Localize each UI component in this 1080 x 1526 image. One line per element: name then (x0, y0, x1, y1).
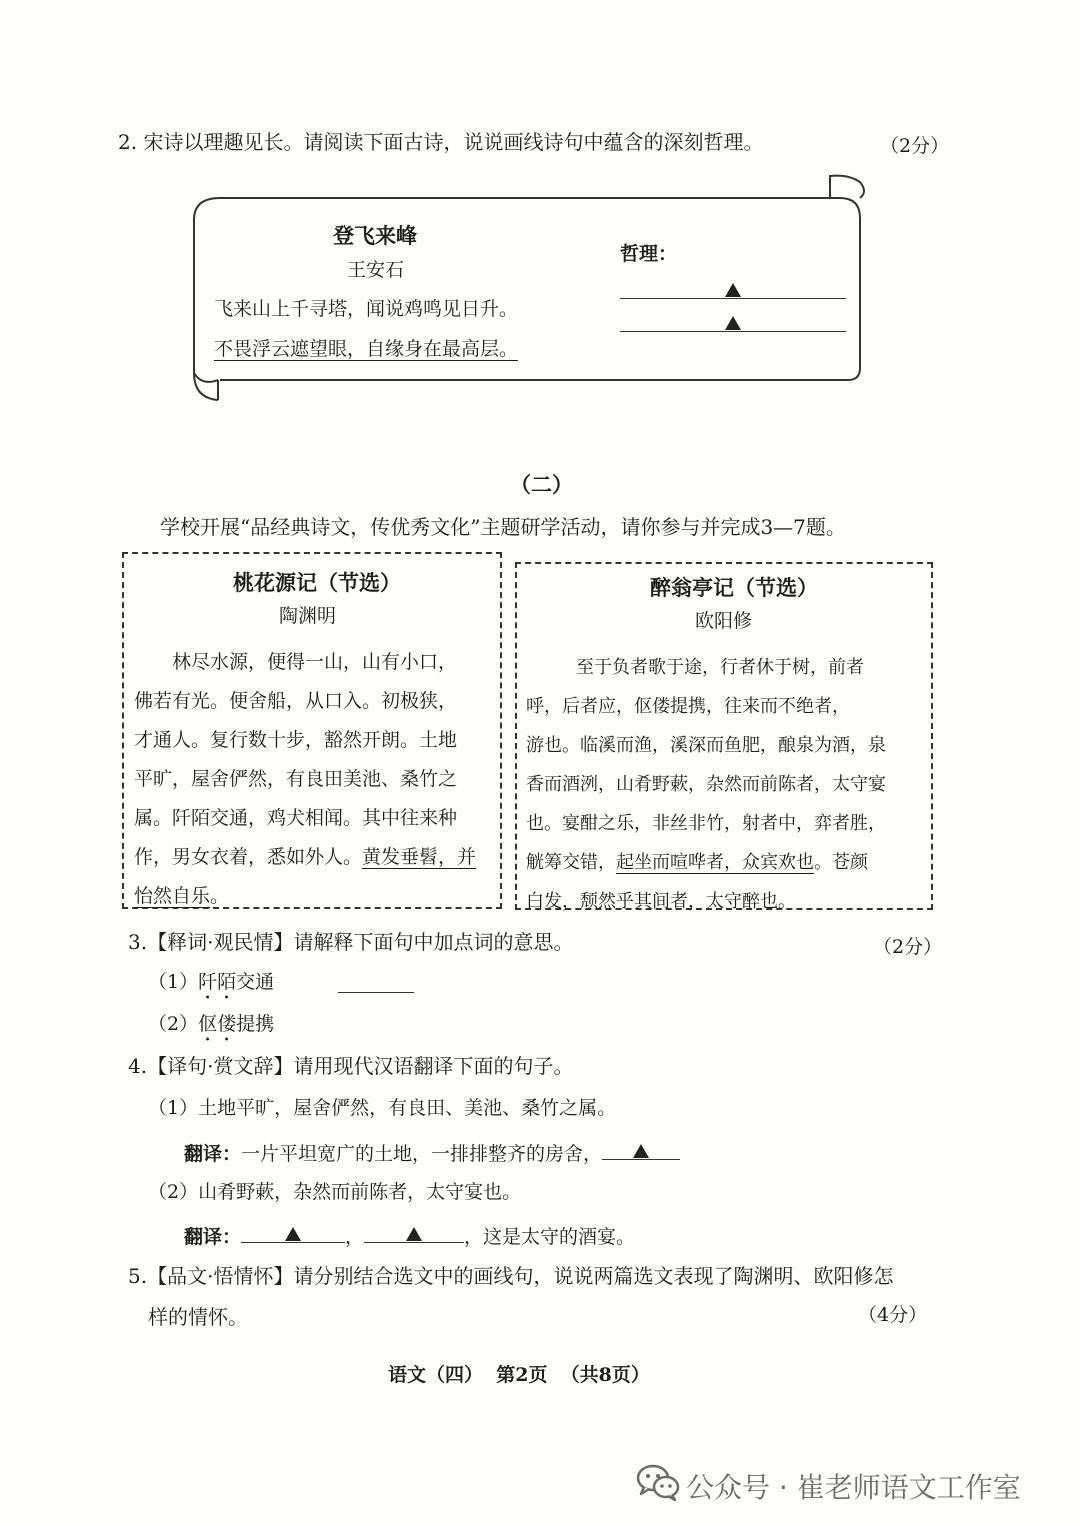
q4-item-2: （2）山肴野蔌，杂然而前陈者，太守宴也。 (148, 1181, 522, 1203)
triangle-placeholder-icon (725, 316, 741, 330)
left-line-2: 佛若有光。便舍船，从口入。初极狭， (134, 690, 458, 712)
left-line-4: 平旷，屋舍俨然，有良田美池、桑竹之 (134, 768, 458, 790)
right-line-3: 游也。临溪而渔，溪深而鱼肥，酿泉为酒，泉 (526, 735, 886, 756)
right-line-5: 也。宴酣之乐，非丝非竹，射者中，弈者胜， (526, 813, 886, 834)
q3-item-1-dotted: 阡陌 (198, 971, 237, 993)
q3-question: 3.【释词·观民情】请解释下面句中加点词的意思。 (128, 930, 574, 954)
q2-points: （2分） (880, 135, 950, 157)
q4-item-1: （1）土地平旷，屋舍俨然，有良田、美池、桑竹之属。 (148, 1097, 617, 1119)
q3-item-2-dotted: 伛偻 (198, 1013, 237, 1035)
watermark-text: 公众号 · 崔老师语文工作室 (686, 1471, 1021, 1504)
q3-item-1: （1）阡陌交通 (148, 971, 275, 993)
poem-line-2: 不畏浮云遮望眼，自缘身在最高层。 (214, 338, 519, 360)
right-line-6b: 。苍颜 (814, 852, 868, 873)
triangle-placeholder-icon (285, 1227, 301, 1241)
right-line-7: 白发，颓然乎其间者，太守醉也。 (526, 891, 796, 912)
left-passage (134, 643, 476, 916)
poem-line-1: 飞来山上千寻塔，闻说鸡鸣见日升。 (214, 298, 519, 320)
left-title: 桃花源记（节选） (233, 570, 401, 595)
q4-question: 4.【译句·赏文辞】请用现代汉语翻译下面的句子。 (128, 1054, 574, 1078)
q5-question-line-2: 样的情怀。 (148, 1305, 248, 1329)
page-footer: 语文（四） 第2页 （共8页） (388, 1364, 650, 1386)
section-heading: （二） (510, 472, 573, 497)
triangle-placeholder-icon (725, 283, 741, 297)
section-intro: 学校开展“品经典诗文，传优秀文化”主题研学活动，请你参与并完成3—7题。 (160, 515, 846, 539)
right-line-4: 香而酒洌，山肴野蔌，杂然而前陈者，太守宴 (526, 774, 886, 795)
q3-points: （2分） (873, 936, 943, 958)
q4-translation-1: 翻译：一片平坦宽广的土地，一排排整齐的房舍， (184, 1141, 680, 1164)
left-line-6: 作，男女衣着，悉如外人。 (134, 846, 363, 868)
left-end: 。 (210, 885, 230, 907)
q4-translation-2: 翻译： ， ，这是太守的酒宴。 (184, 1226, 636, 1248)
philosophy-answer-line-1[interactable] (620, 282, 846, 299)
philosophy-answer-line-2[interactable] (620, 315, 846, 332)
right-line-6a: 觥筹交错， (526, 852, 616, 873)
left-line-5: 属。阡陌交通，鸡犬相闻。其中往来种 (134, 807, 458, 829)
q4-answer-2b[interactable] (364, 1224, 464, 1243)
left-author: 陶渊明 (279, 605, 337, 627)
wechat-icon (636, 1463, 680, 1501)
philosophy-label: 哲理： (620, 243, 678, 265)
right-underline: 起坐而喧哗者，众宾欢也 (616, 852, 814, 873)
right-line-1: 至于负者歌于途，行者休于树，前者 (576, 657, 864, 678)
left-line-1: 林尽水源，便得一山，山有小口， (172, 651, 458, 673)
q3-item-2: （2）伛偻提携 (148, 1013, 275, 1035)
q3-answer-1[interactable] (338, 976, 414, 993)
poem-title: 登飞来峰 (333, 223, 417, 248)
right-line-2: 呼，后者应，伛偻提携，往来而不绝者， (526, 696, 850, 717)
q4-answer-1[interactable] (602, 1141, 680, 1160)
q4-answer-2a[interactable] (241, 1224, 345, 1243)
triangle-placeholder-icon (406, 1227, 422, 1241)
right-title: 醉翁亭记（节选） (650, 575, 818, 600)
left-underline-1: 黄发垂髫，并 (362, 846, 477, 868)
poem-author: 王安石 (347, 259, 405, 281)
left-line-3: 才通人。复行数十步，豁然开朗。土地 (134, 729, 458, 751)
triangle-placeholder-icon (633, 1144, 649, 1158)
right-author: 欧阳修 (695, 610, 753, 632)
q2-question: 2. 宋诗以理趣见长。请阅读下面古诗，说说画线诗句中蕴含的深刻哲理。 (118, 130, 764, 154)
right-passage (526, 648, 886, 921)
q5-points: （4分） (858, 1304, 928, 1326)
left-underline-2: 怡然自乐 (134, 885, 211, 907)
q5-question-line-1: 5.【品文·悟情怀】请分别结合选文中的画线句，说说两篇选文表现了陶渊明、欧阳修怎 (128, 1264, 894, 1288)
